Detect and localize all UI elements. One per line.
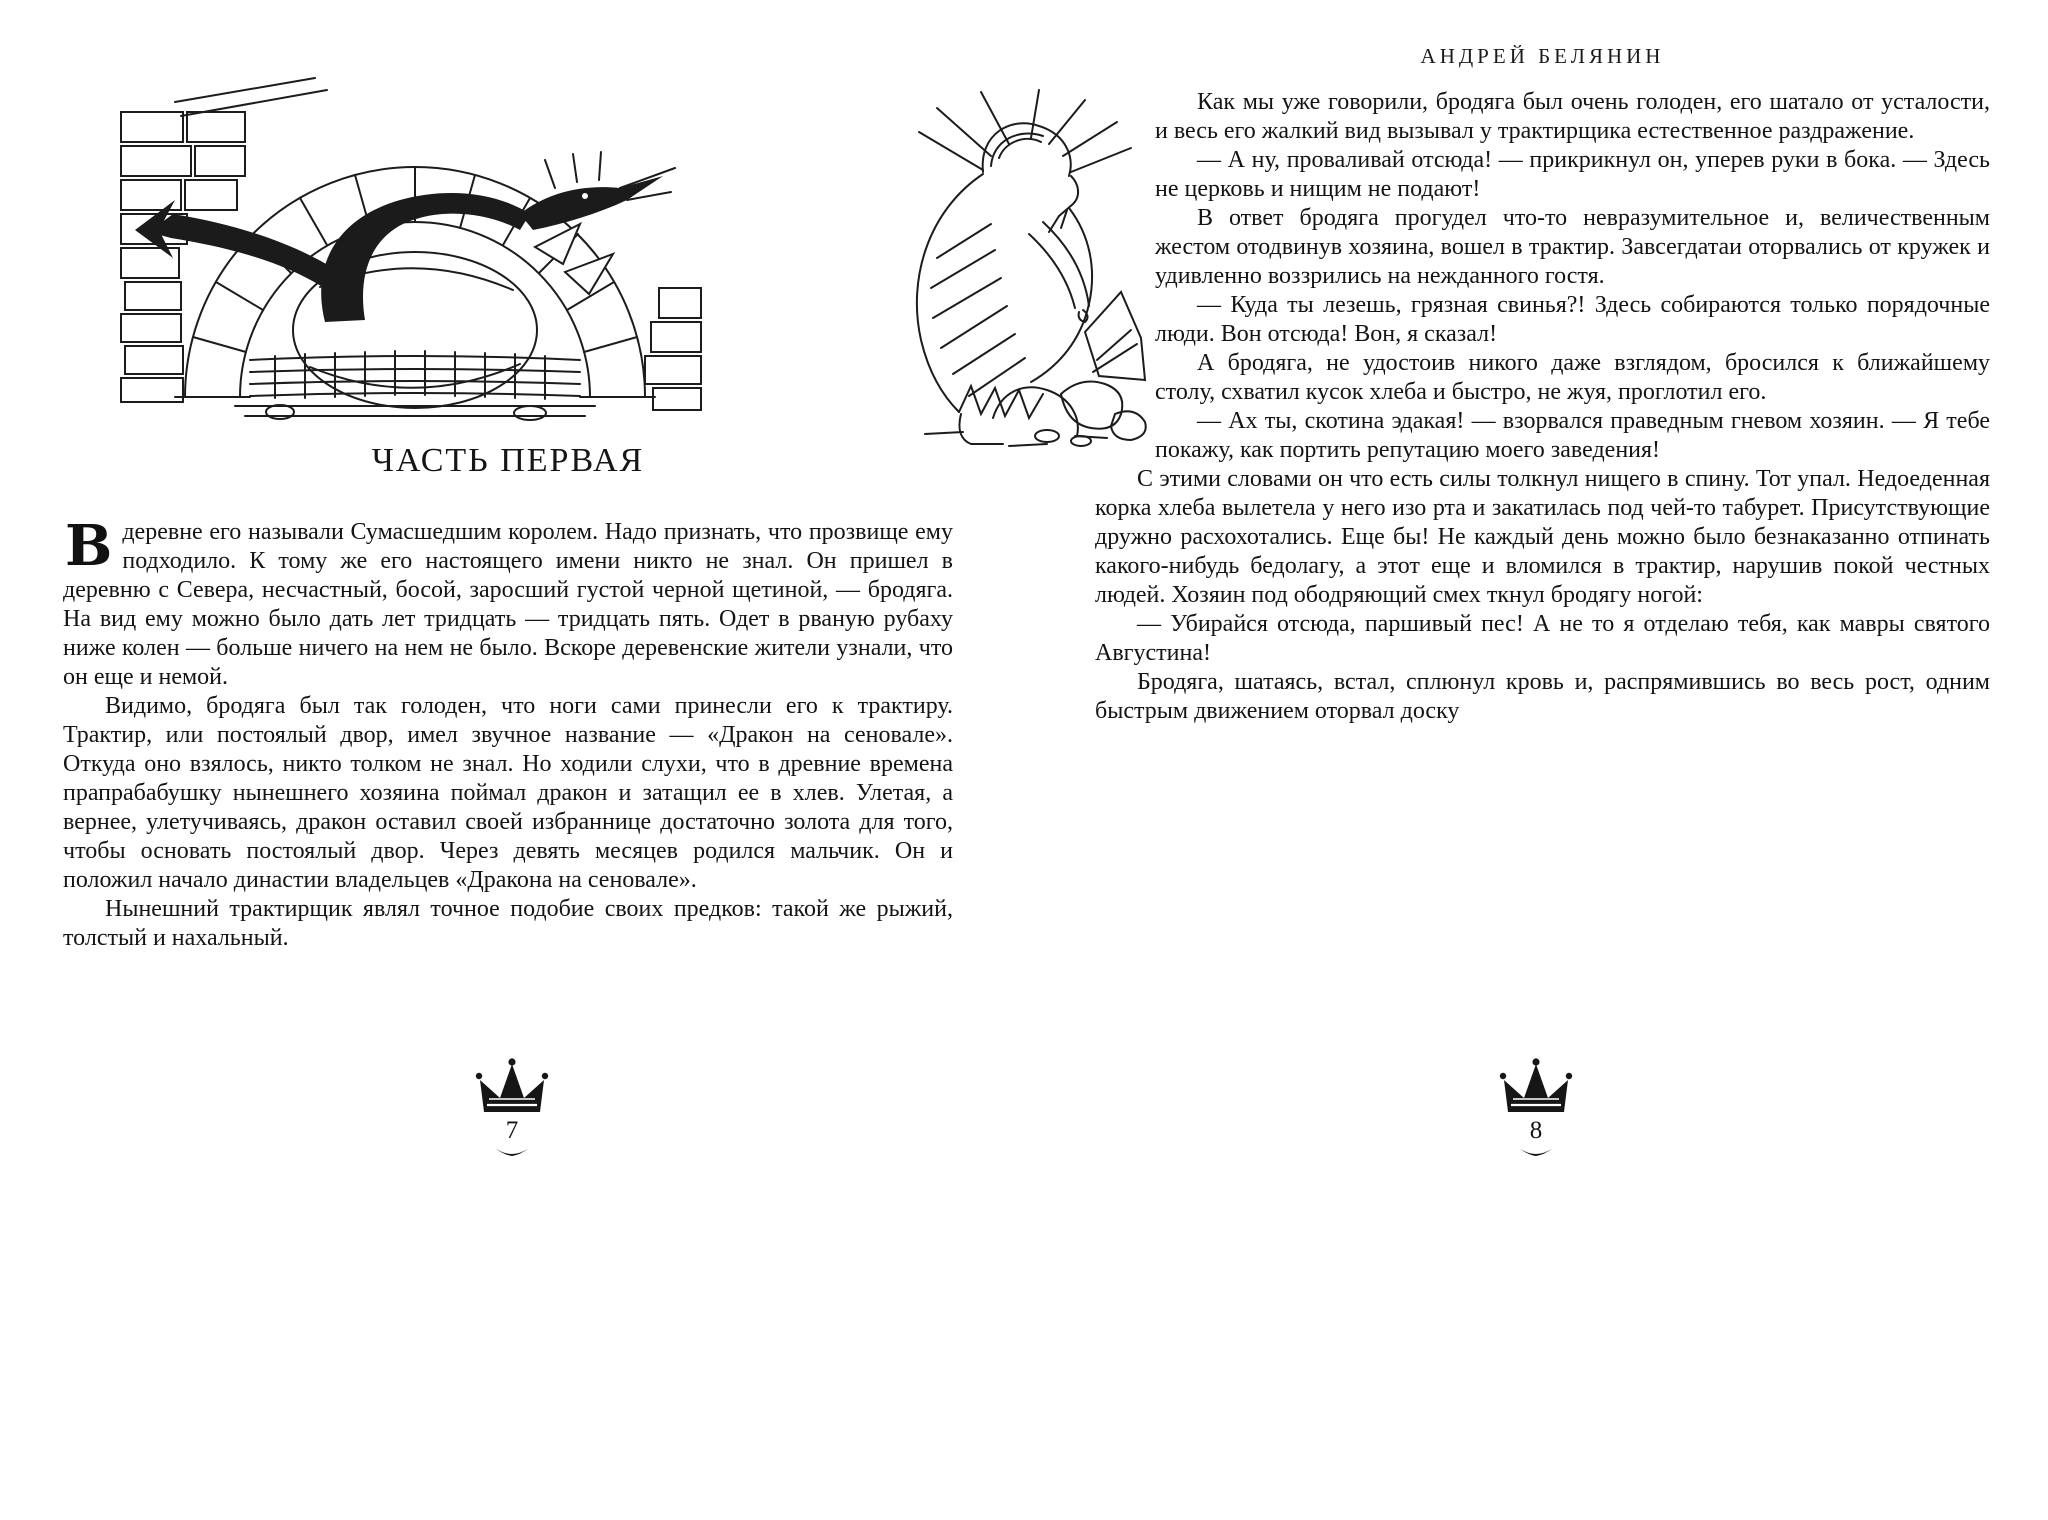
- paragraph-text: деревне его называли Сумасшедшим королем. Надо признать, что прозвище ему подходило. К тому же его настоящего имени никто не знал. Он пришел в деревню с Севера, несчастный, босой, заросший густой черной щетиной, — бродяга. На вид ему можно было дать лет тридцать — тридцать пять. Одет в рваную рубаху ниже колен — больше ничего на нем не было. Вскоре деревенские жители узнали, что он еще и немой.: [63, 519, 953, 690]
- page-right: [1024, 0, 2048, 1520]
- paragraph: — А ну, проваливай отсюда! — прикрикнул он, уперев руки в бока. — Здесь не церковь и нищим не подают!: [1155, 147, 1990, 202]
- left-folio: [0, 1058, 1024, 1160]
- crown-icon: [1494, 1058, 1578, 1116]
- paragraph: — Куда ты лезешь, грязная свинья?! Здесь собираются только порядочные люди. Вон отсюда! Вон, я сказал!: [1155, 292, 1990, 347]
- paragraph: — Убирайся отсюда, паршивый пес! А не то я отделаю тебя, как мавры святого Августина!: [1095, 611, 1990, 666]
- paragraph: Бродяга, шатаясь, встал, сплюнул кровь и, распрямившись во весь рост, одним быстрым движением оторвал доску: [1095, 669, 1990, 724]
- paragraph: Видимо, бродяга был так голоден, что ноги сами принесли его к трактиру. Трактир, или постоялый двор, имел звучное название — «Дракон на сеновале». Откуда оно взялось, никто толком не знал. Но ходили слухи, что в древние времена прапрабабушку нынешнего хозяина поймал дракон и затащил ее в хлев. Улетая, а вернее, улетучиваясь, дракон оставил своей избраннице достаточно золота для того, чтобы основать постоялый двор. Через девять месяцев родился мальчик. Он и положил начало династии владельцев «Дракона на сеновале».: [63, 693, 953, 893]
- left-page-content: [63, 70, 953, 953]
- paragraph-dropcap: [63, 513, 953, 692]
- paragraph: — Ах ты, скотина эдакая! — взорвался праведным гневом хозяин. — Я тебе покажу, как портить репутацию моего заведения!: [1155, 408, 1990, 463]
- paragraph: В ответ бродяга прогудел что-то невразумительное и, величественным жестом отодвинув хозяина, вошел в трактир. Завсегдатаи оторвались от кружек и удивленно воззрились на нежданного гостя.: [1155, 205, 1990, 289]
- paragraph: С этими словами он что есть силы толкнул нищего в спину. Тот упал. Недоеденная корка хлеба вылетела у него изо рта и закатилась под чей-то табурет. Присутствующие дружно расхохотались. Еще бы! Не каждый день можно было безнаказанно отпинать какого-нибудь бедолагу, а этот еще и вломился в трактир, нарушив покой честных людей. Хозяин под ободряющий смех ткнул бродягу ногой:: [1095, 466, 1990, 608]
- page-number: 8: [1529, 1117, 1543, 1144]
- flourish-icon: [492, 1146, 532, 1160]
- dragon-barn-illustration: [115, 72, 705, 424]
- right-folio: [1024, 1058, 2048, 1160]
- beggar-illustration-svg: [833, 82, 1153, 452]
- part-heading: ЧАСТЬ ПЕРВАЯ: [371, 442, 645, 479]
- beggar-illustration: [833, 82, 1153, 452]
- paragraph: Как мы уже говорили, бродяга был очень голоден, его шатало от усталости, и весь его жалкий вид вызывал у трактирщика естественное раздражение.: [1155, 89, 1990, 144]
- running-head: АНДРЕЙ БЕЛЯНИН: [1420, 44, 1665, 68]
- right-page-content: [1095, 88, 1990, 726]
- dragon-illustration-svg: [115, 72, 705, 424]
- paragraph: Нынешний трактирщик являл точное подобие своих предков: такой же рыжий, толстый и нахальный.: [63, 896, 953, 951]
- paragraph: А бродяга, не удостоив никого даже взглядом, бросился к ближайшему столу, схватил кусок хлеба и быстро, не жуя, проглотил его.: [1155, 350, 1990, 405]
- page-number: 7: [505, 1117, 519, 1144]
- crown-icon: [470, 1058, 554, 1116]
- drop-cap-letter: В: [65, 513, 113, 579]
- flourish-icon: [1516, 1146, 1556, 1160]
